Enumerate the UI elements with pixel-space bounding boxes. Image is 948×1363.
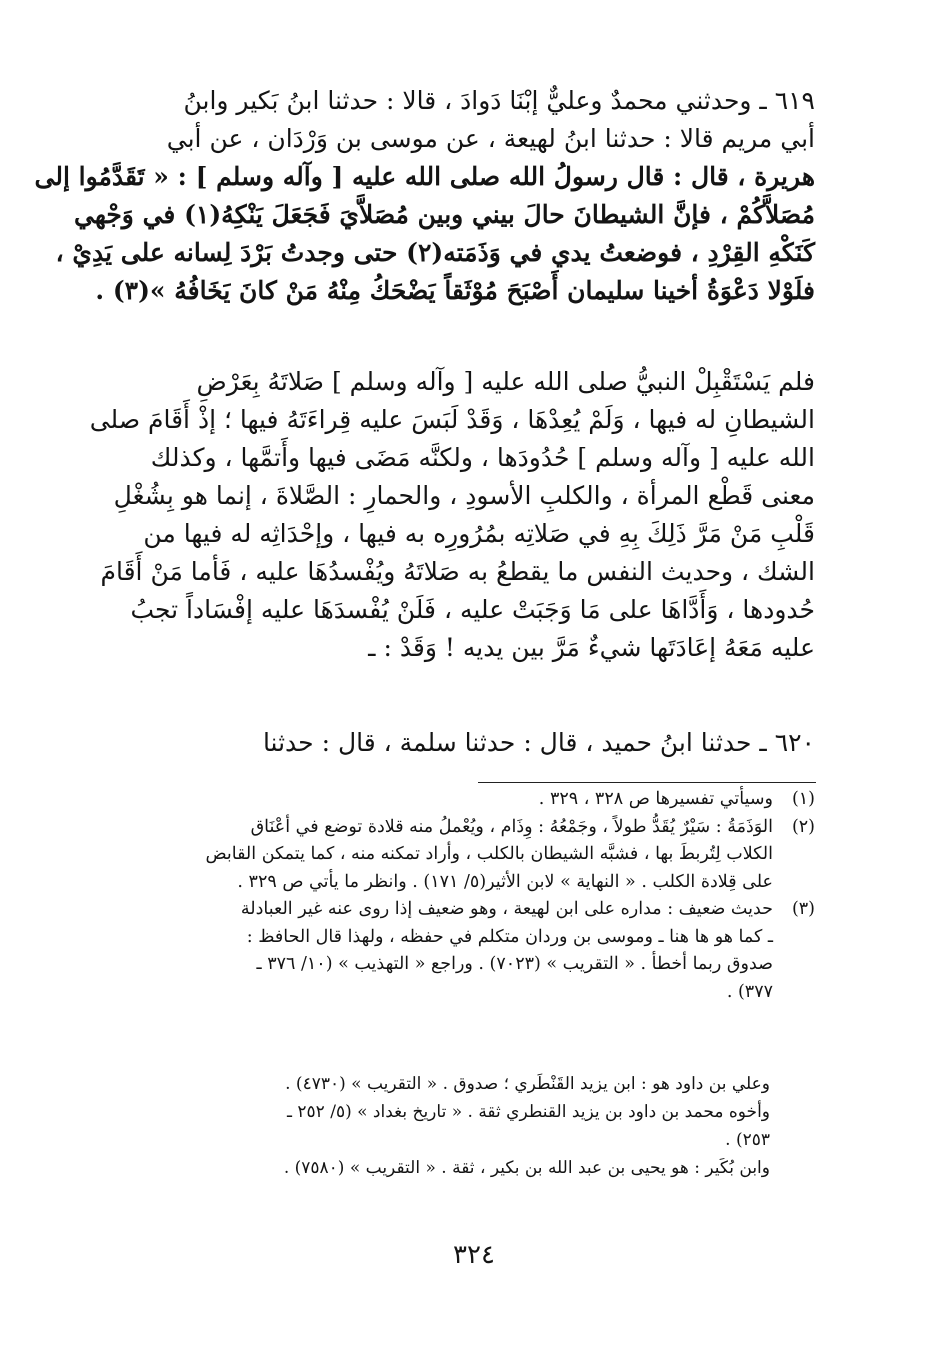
hadith-619-line-3: هريرة ، قال : قال رسولُ الله صلى الله عليه [ وآله وسلم ] : « تَقَدَّمُوا إلى	[34, 162, 815, 191]
hadith-620-line: ٦٢٠ ـ حدثنا ابنُ حميد ، قال : حدثنا سلمة ، قال : حدثنا	[262, 728, 815, 757]
footnote-line: وسيأتي تفسيرها ص ٣٢٨ ، ٣٢٩ .	[538, 789, 773, 809]
commentary-line-6: الشك ، وحديث النفس ما يقطعُ به صَلاتَهُ ويُفْسدُهَا عليه ، فَأما مَنْ أَقَامَ	[100, 557, 815, 586]
page-number: ٣٢٤	[453, 1240, 495, 1270]
footnote-number: (٣)	[791, 899, 815, 919]
narrator-note-line: وابن بُكَير : هو يحيى بن عبد الله بن بكير ، ثقة . « التقريب » (٧٥٨٠) .	[283, 1158, 770, 1178]
hadith-619-line-6: فلَوْلا دَعْوَةُ أخينا سليمان أَصْبَحَ مُوْثَقاً يَضْحَكُ مِنْهُ مَنْ كانَ يَخَافُهُ »(٣) .	[95, 276, 815, 305]
hadith-619-line-2: أبي مريم قالا : حدثنا ابنُ لهيعة ، عن موسى بن وَرْدَان ، عن أبي	[166, 124, 815, 153]
hadith-619-line-1: ٦١٩ ـ وحدثني محمدٌ وعليٌّ إبْنَا دَوادَ ، قالا : حدثنا ابنُ بَكير وابنُ	[183, 86, 815, 115]
narrator-note-line: ٢٥٣) .	[725, 1130, 770, 1150]
commentary-line-2: الشيطانِ له فيها ، وَلَمْ يُعِدْهَا ، وَقَدْ لَبَسَ عليه قِراءَتَهُ فيها ؛ إذْ أَقَامَ صلى	[89, 405, 815, 434]
hadith-619-line-4: مُصَلاَّكُمْ ، فإنَّ الشيطانَ حالَ بيني وبين مُصَلاَّيَ فَجَعَلَ يَنْكِهُ(١) في وَجْهي	[73, 200, 815, 229]
narrator-notes	[130, 1070, 770, 1182]
footnote-line: صدوق ربما أخطأ . « التقريب » (٧٠٢٣) . وراجع « التهذيب » (١٠/ ٣٧٦ ـ	[256, 954, 773, 974]
footnotes	[90, 786, 815, 1006]
footnote-3	[90, 896, 815, 1006]
footnote-1	[90, 786, 815, 814]
commentary-line-8: عليه مَعَهُ إعَادَتَها شيءٌ مَرَّ بين يديه ! وَقَدْ : ـ	[368, 633, 815, 662]
footnote-number: (٢)	[791, 816, 815, 837]
commentary-line-4: معنى قَطْع المرأة ، والكلبِ الأسودِ ، والحمارِ : الصَّلاةَ ، إنما هو بِشُغْلِ	[113, 481, 815, 510]
commentary-line-5: قَلْبِ مَنْ مَرَّ ذَلِكَ بِهِ في صَلاتِه بمُرُورِه به فيها ، وإحْدَاثِه له فيها من	[143, 519, 815, 548]
commentary-line-3: الله عليه [ وآله وسلم ] حُدُودَها ، ولكنَّه مَضَى فيها وأَتمَّها ، وكذلك	[150, 443, 815, 472]
footnote-number: (١)	[791, 789, 815, 809]
commentary-paragraph	[90, 363, 815, 667]
commentary-line-7: حُدودها ، وَأَدَّاهَا على مَا وَجَبَتْ عليه ، فَلَنْ يُفْسدَهَا عليه إفْسَاداً تجبُ	[130, 595, 815, 624]
footnote-divider	[478, 782, 816, 783]
hadith-619	[34, 82, 815, 310]
hadith-620	[90, 724, 815, 762]
footnote-line: الوَذَمَةُ : سَيْرٌ يُقَدُّ طولاً ، وجَمْعُهُ : وِذَام ، ويُعْملُ منه قلادة توضع في أعْنَاق	[250, 816, 773, 837]
narrator-note-line: وأخوه محمد بن داود بن يزيد القنطري ثقة . « تاريخ بغداد » (٥/ ٢٥٢ ـ	[287, 1102, 770, 1122]
footnote-line: حديث ضعيف : مداره على ابن لهيعة ، وهو ضعيف إذا روى عنه غير العبادلة	[240, 899, 773, 919]
hadith-619-line-5: كَنَكْهِ القِرْدِ ، فوضعتُ يدي في وَذَمَته(٢) حتى وجدتُ بَرْدَ لِسانه على يَدِيْ ،	[55, 238, 815, 267]
footnote-line: على قِلادة الكلب . « النهاية » لابن الأثير(٥/ ١٧١) . وانظر ما يأتي ص ٣٢٩ .	[237, 871, 773, 892]
footnote-line: ٣٧٧) .	[726, 981, 773, 1002]
footnote-line: ـ كما هو ها هنا ـ وموسى بن وردان متكلم في حفظه ، ولهذا قال الحافظ :	[246, 926, 773, 947]
commentary-line-1: فلم يَسْتَقْبِلْ النبيُّ صلى الله عليه [ وآله وسلم ] صَلاتَهُ بِعَرْضِ	[196, 367, 815, 396]
footnote-line: الكلاب لِتُربطَ بها ، فشبَّه الشيطان بالكلب ، وأراد تمكنه منه ، كما يتمكن القابض	[205, 844, 773, 864]
narrator-note-line: وعلي بن داود هو : ابن يزيد القَنْطَري ؛ صدوق . « التقريب » (٤٧٣٠) .	[285, 1074, 770, 1094]
footnote-2	[90, 814, 815, 897]
